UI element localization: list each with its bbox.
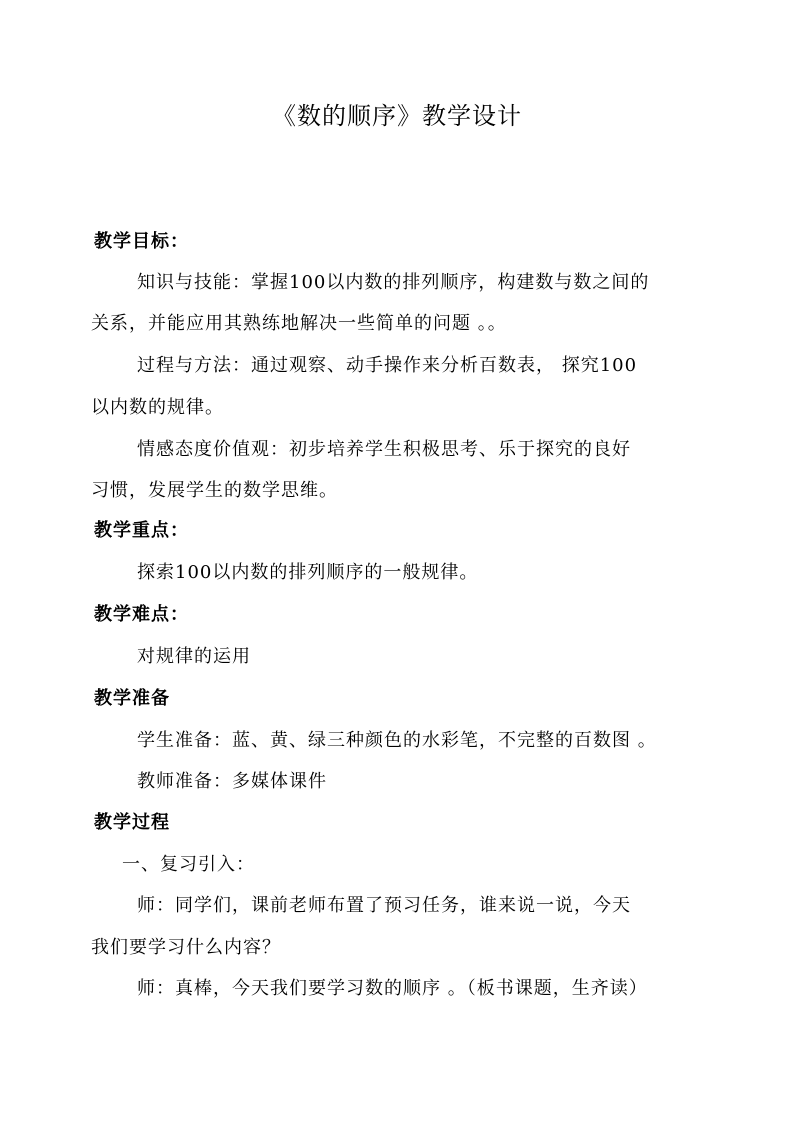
process-step1: 一、复习引入： [122, 854, 255, 875]
goal-emotion-line2: 习惯，发展学生的数学思维。 [91, 480, 338, 501]
goal-knowledge-line2: 关系，并能应用其熟练地解决一些简单的问题 。。 [91, 313, 507, 334]
heading-difficulties: 教学难点： [94, 604, 189, 625]
preparation-teacher: 教师准备：多媒体课件 [137, 771, 327, 792]
heading-preparation: 教学准备 [94, 688, 170, 709]
process-para2-line1: 师：真棒，今天我们要学习数的顺序 。（板书课题，生齐读） [137, 978, 648, 999]
heading-teaching-process: 教学过程 [94, 812, 170, 833]
process-para1-line2: 我们要学习什么内容？ [91, 937, 281, 958]
difficulties-text: 对规律的运用 [137, 646, 251, 667]
preparation-student: 学生准备：蓝、黄、绿三种颜色的水彩笔，不完整的百数图 。 [137, 730, 657, 751]
heading-teaching-goals: 教学目标： [94, 231, 189, 252]
heading-key-points: 教学重点： [94, 520, 189, 541]
document-title: 《数的顺序》教学设计 [272, 102, 522, 130]
goal-process-line2: 以内数的规律。 [91, 397, 224, 418]
goal-knowledge-line1: 知识与技能：掌握100以内数的排列顺序，构建数与数之间的 [137, 272, 650, 293]
goal-emotion-line1: 情感态度价值观：初步培养学生积极思考、乐于探究的良好 [137, 439, 631, 460]
key-points-text: 探索100以内数的排列顺序的一般规律。 [137, 562, 479, 583]
goal-process-line1: 过程与方法：通过观察、动手操作来分析百数表， 探究100 [137, 355, 638, 376]
process-para1-line1: 师：同学们，课前老师布置了预习任务，谁来说一说，今天 [137, 895, 631, 916]
